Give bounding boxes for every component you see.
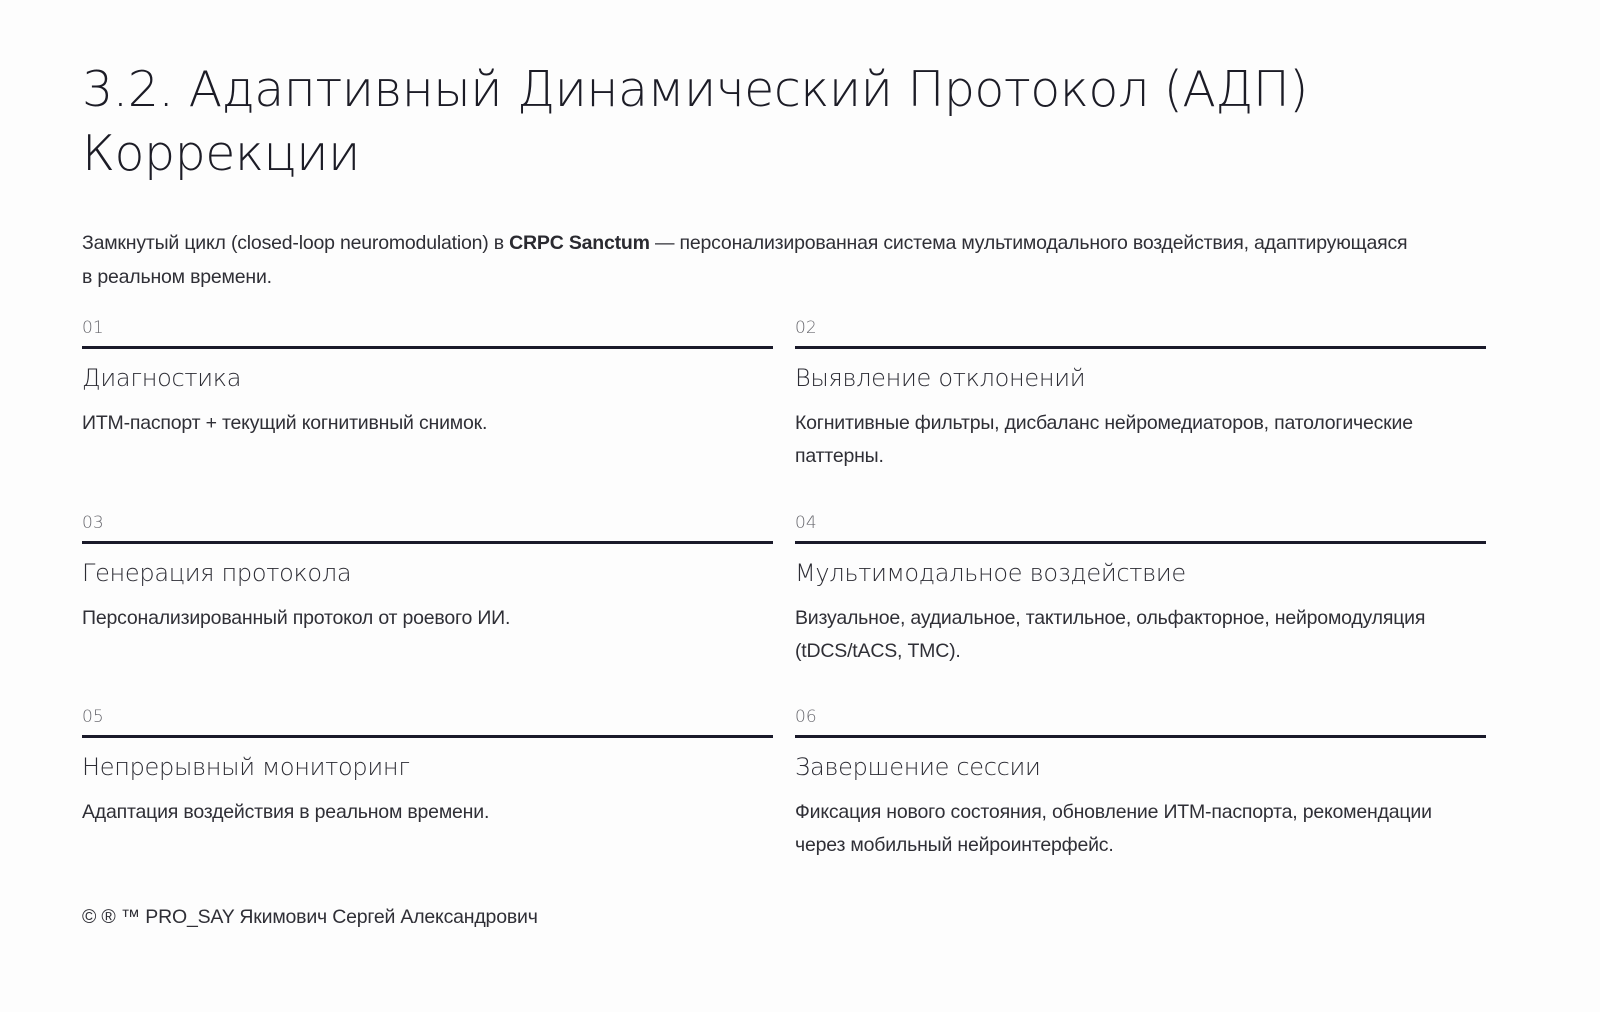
step-number: 05 — [82, 707, 104, 727]
step-divider — [82, 346, 773, 349]
step-title: Завершение сессии — [795, 753, 1041, 781]
step-divider — [795, 541, 1486, 544]
step-card-01 — [82, 316, 773, 440]
step-number: 06 — [795, 707, 817, 727]
step-description: Визуальное, аудиальное, тактильное, ольфакторное, нейромодуляция (tDCS/tACS, ТМС). — [795, 607, 1426, 662]
step-number: 02 — [795, 318, 817, 338]
intro-text-after: — персонализированная система мультимодального воздействия, адаптирующаяся в реальном времени. — [82, 232, 1408, 288]
step-number: 01 — [82, 318, 104, 338]
step-title: Диагностика — [82, 364, 242, 392]
step-divider — [795, 735, 1486, 738]
step-title: Выявление отклонений — [795, 364, 1086, 392]
step-card-05 — [82, 705, 773, 829]
step-card-06 — [795, 705, 1486, 862]
step-description: Персонализированный протокол от роевого ИИ. — [82, 607, 511, 629]
intro-paragraph — [82, 226, 1422, 294]
step-description: Адаптация воздействия в реальном времени. — [82, 801, 490, 823]
copyright-footer: © ® ™ PRO_SAY Якимович Сергей Александрович — [82, 906, 538, 928]
step-card-04 — [795, 511, 1486, 668]
step-divider — [82, 735, 773, 738]
step-description: Фиксация нового состояния, обновление ИТМ-паспорта, рекомендации через мобильный нейроинтерфейс. — [795, 801, 1432, 856]
step-number: 04 — [795, 513, 817, 533]
step-description: ИТМ-паспорт + текущий когнитивный снимок. — [82, 412, 488, 434]
step-title: Генерация протокола — [82, 559, 352, 587]
step-number: 03 — [82, 513, 104, 533]
step-divider — [795, 346, 1486, 349]
step-description: Когнитивные фильтры, дисбаланс нейромедиаторов, патологические паттерны. — [795, 412, 1413, 467]
step-card-02 — [795, 316, 1486, 473]
page-title: 3.2. Адаптивный Динамический Протокол (АДП) Коррекции — [82, 61, 1308, 182]
step-divider — [82, 541, 773, 544]
step-title: Мультимодальное воздействие — [795, 559, 1186, 587]
intro-brand-name: CRPC Sanctum — [509, 232, 650, 254]
step-card-03 — [82, 511, 773, 635]
intro-text-before: Замкнутый цикл (closed-loop neuromodulation) в — [82, 232, 510, 254]
step-title: Непрерывный мониторинг — [82, 753, 410, 781]
